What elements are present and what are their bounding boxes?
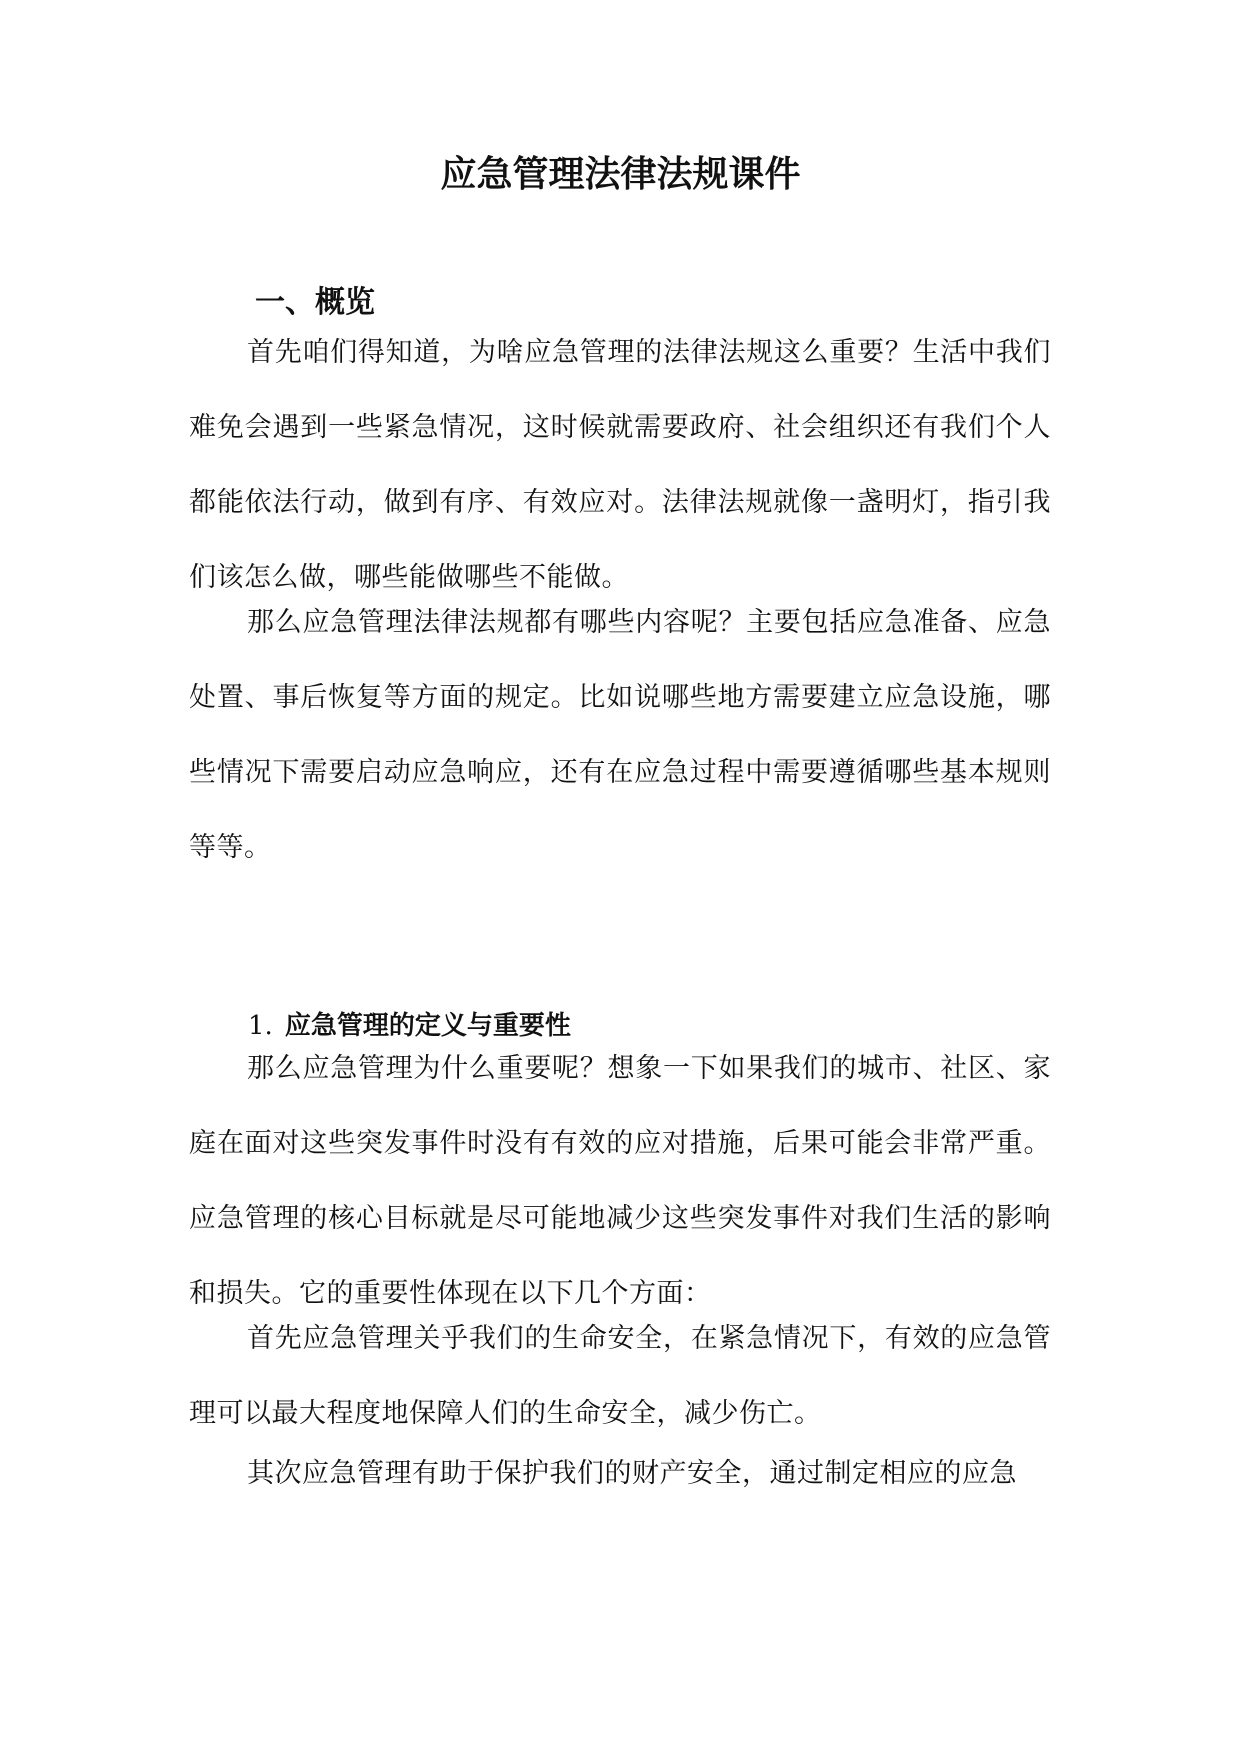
paragraph: 首先咱们得知道，为啥应急管理的法律法规这么重要？生活中我们难免会遇到一些紧急情况，这时候就需要政府、社会组织还有我们个人都能依法行动，做到有序、有效应对。法律法规就像一盏明灯，指引我们该怎么做，哪些能做哪些不能做。: [189, 337, 1051, 593]
paragraph: 其次应急管理有助于保护我们的财产安全，通过制定相应的应急: [247, 1458, 1017, 1489]
section-heading-overview: 一、概览: [255, 285, 375, 320]
paragraph: 那么应急管理为什么重要呢？想象一下如果我们的城市、社区、家庭在面对这些突发事件时没有有效的应对措施，后果可能会非常严重。应急管理的核心目标就是尽可能地减少这些突发事件对我们生活的影响和损失。它的重要性体现在以下几个方面：: [189, 1053, 1051, 1309]
subsection-number: 1.: [248, 1011, 273, 1041]
document-title: 应急管理法律法规课件: [440, 154, 801, 195]
paragraph: 首先应急管理关乎我们的生命安全，在紧急情况下，有效的应急管理可以最大程度地保障人们的生命安全，减少伤亡。: [189, 1323, 1051, 1429]
subsection-title: 应急管理的定义与重要性: [284, 1011, 571, 1041]
paragraph: 那么应急管理法律法规都有哪些内容呢？主要包括应急准备、应急处置、事后恢复等方面的规定。比如说哪些地方需要建立应急设施，哪些情况下需要启动应急响应，还有在应急过程中需要遵循哪些基本规则等等。: [189, 607, 1051, 863]
